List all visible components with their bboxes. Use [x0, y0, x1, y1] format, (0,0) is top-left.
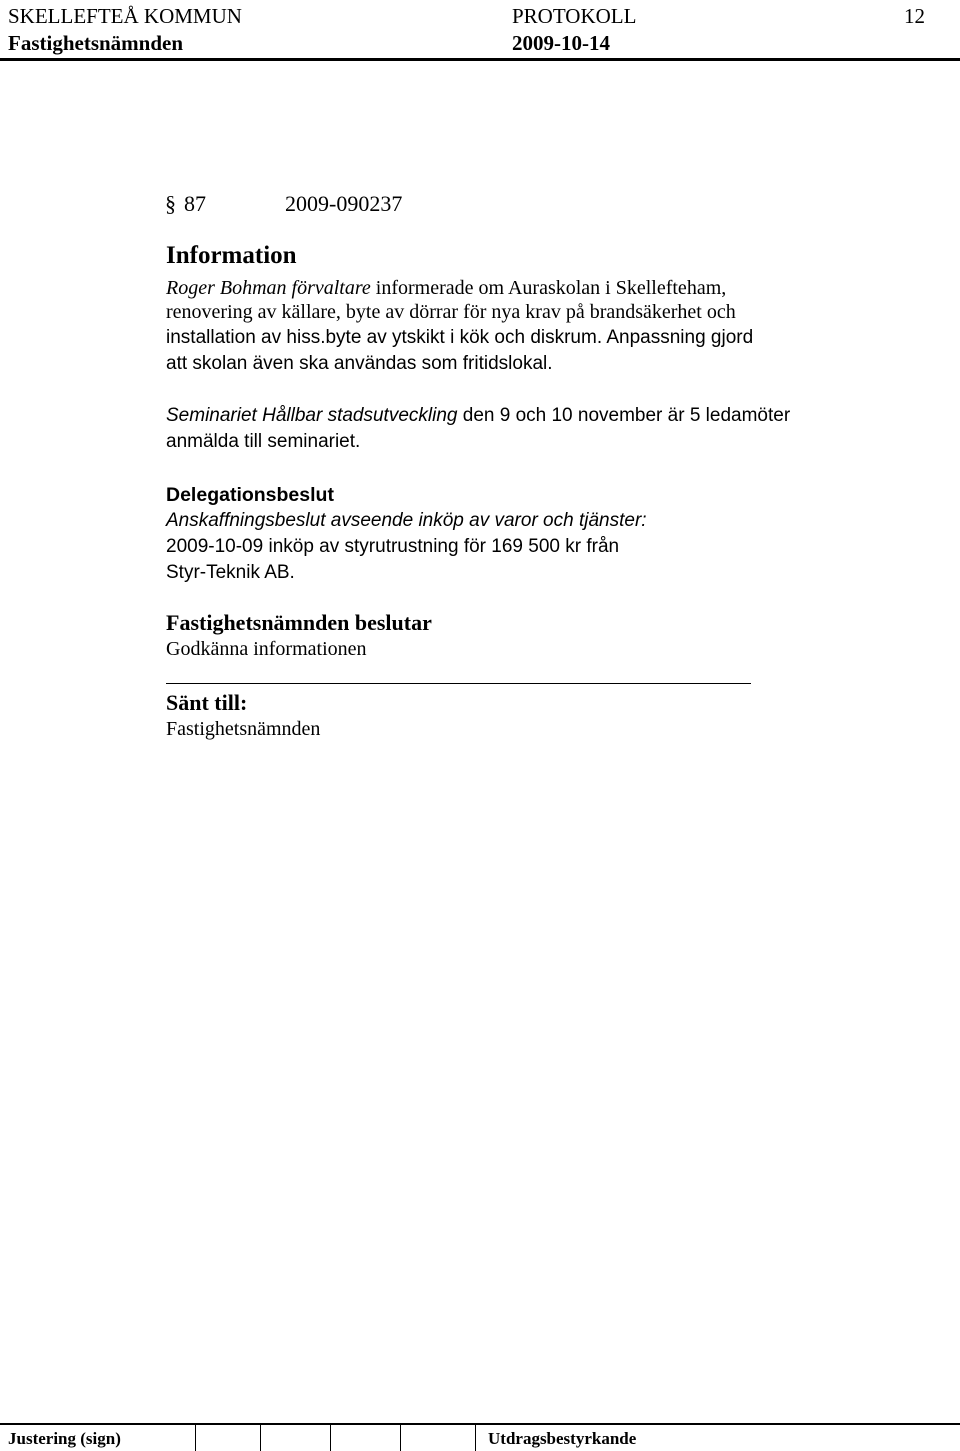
- footer-divider-4: [400, 1423, 401, 1451]
- footer-rule: [0, 1423, 960, 1425]
- meeting-date: 2009-10-14: [512, 31, 610, 55]
- case-id: 2009-090237: [285, 191, 403, 216]
- footer-divider-2: [260, 1423, 261, 1451]
- header-rule: [0, 58, 960, 61]
- info-line-3: installation av hiss.byte av ytskikt i kök och diskrum. Anpassning gjord: [166, 327, 754, 348]
- sent-to-recipient: Fastighetsnämnden: [166, 718, 321, 740]
- seminar-title: Seminariet Hållbar stadsutveckling: [166, 405, 458, 426]
- page-number: 12: [904, 4, 925, 28]
- seminar-line-2: anmälda till seminariet.: [166, 431, 361, 452]
- org-name: SKELLEFTEÅ KOMMUN: [8, 4, 242, 28]
- footer-divider-1: [195, 1423, 196, 1451]
- section-title: Information: [166, 242, 297, 269]
- info-line-4: att skolan även ska användas som fritidslokal.: [166, 353, 553, 374]
- decision-text: Godkänna informationen: [166, 638, 367, 660]
- seminar-line-1: [166, 405, 790, 427]
- sent-to-label: Sänt till:: [166, 690, 248, 715]
- committee-name: Fastighetsnämnden: [8, 31, 184, 55]
- delegation-heading: Delegationsbeslut: [166, 484, 334, 506]
- footer-certification-label: Utdragsbestyrkande: [488, 1429, 637, 1448]
- footer-divider-5: [475, 1423, 476, 1451]
- section-number: 87: [184, 191, 206, 216]
- decision-heading: Fastighetsnämnden beslutar: [166, 610, 432, 635]
- delegation-line-2: 2009-10-09 inköp av styrutrustning för 169 500 kr från: [166, 536, 620, 557]
- section-symbol: §: [165, 191, 176, 216]
- info-line-2: renovering av källare, byte av dörrar för nya krav på brandsäkerhet och: [166, 301, 736, 323]
- footer-signature-label: Justering (sign): [8, 1429, 121, 1448]
- doc-type: PROTOKOLL: [512, 4, 637, 28]
- delegation-line-3: Styr-Teknik AB.: [166, 562, 295, 583]
- delegation-italic-line: Anskaffningsbeslut avseende inköp av varor och tjänster:: [166, 510, 647, 531]
- info-line-1: [166, 277, 726, 300]
- info-line-1-rest: informerade om Auraskolan i Skellefteham,: [370, 277, 727, 299]
- footer-divider-3: [330, 1423, 331, 1451]
- seminar-line-1-rest: den 9 och 10 november är 5 ledamöter: [457, 405, 791, 426]
- separator-line: [166, 683, 751, 684]
- presenter-name: Roger Bohman förvaltare: [166, 277, 371, 299]
